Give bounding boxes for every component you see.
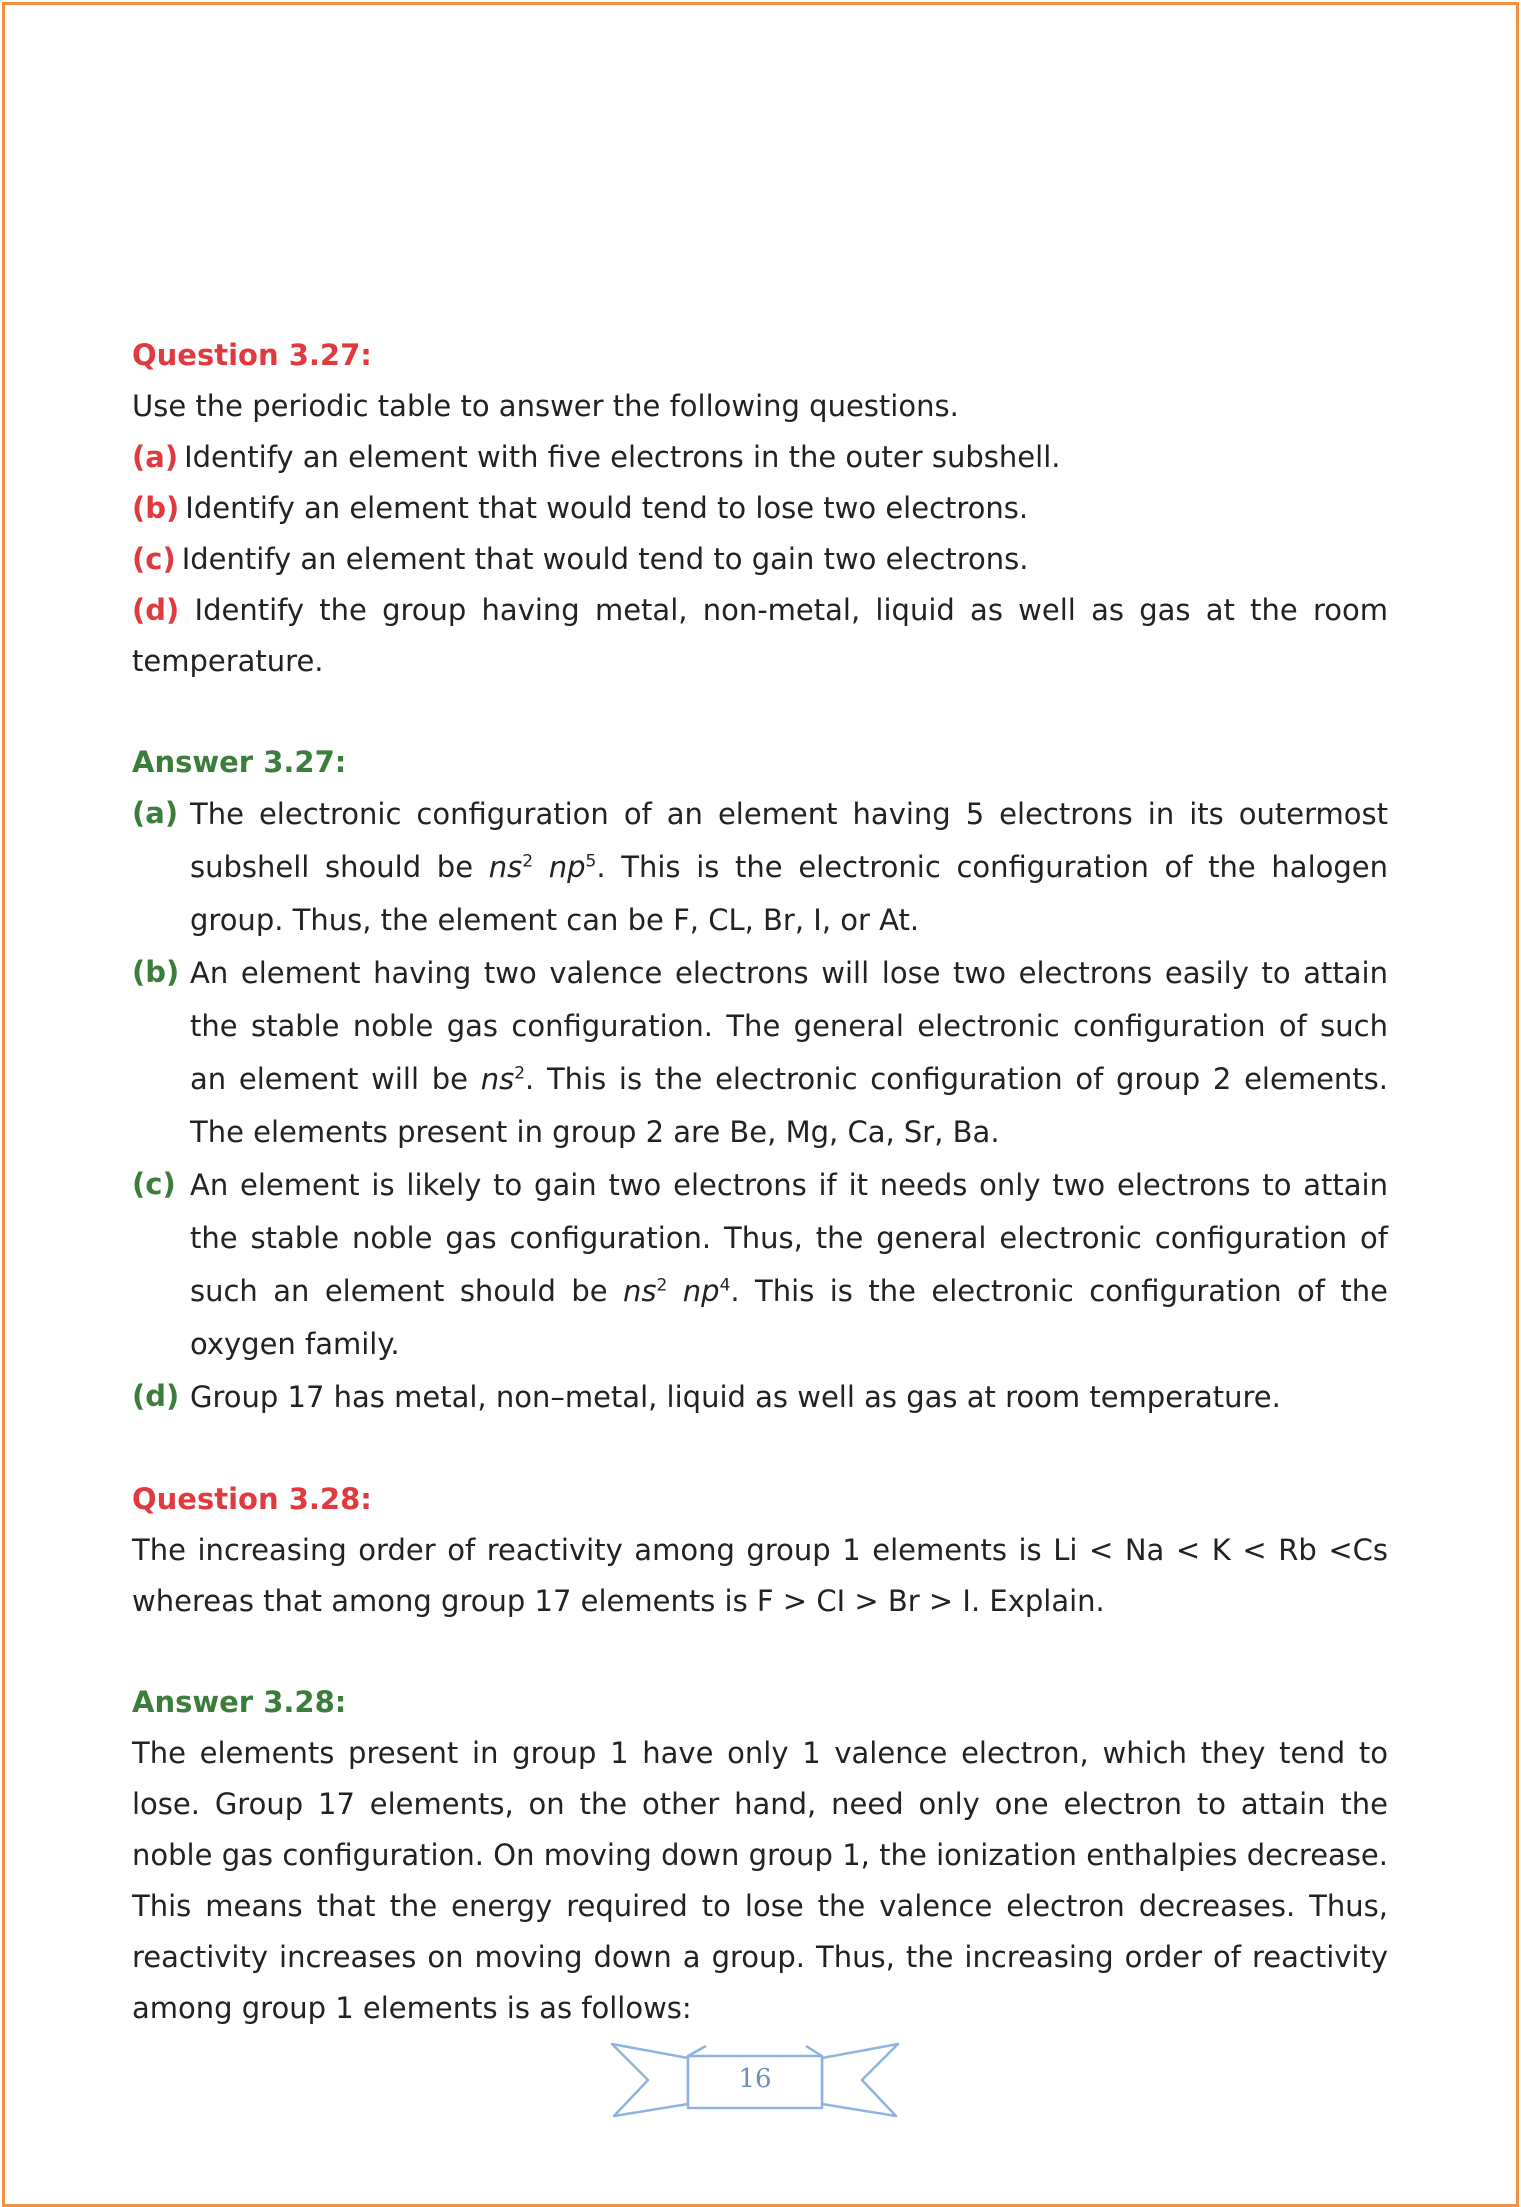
answer-item-a bbox=[132, 788, 1388, 947]
question-3-28-heading: Question 3.28: bbox=[132, 1482, 372, 1516]
answer-item-text: An element is likely to gain two electrons if it needs only two electrons to attain the stable noble gas configuration. Thus, the general electronic configuration of such an element should be $ns^2$ $np^4$. This is the electronic configuration of the oxygen family. bbox=[190, 1168, 1389, 1361]
page-number-ribbon bbox=[610, 2040, 900, 2120]
answer-item-label: (b) bbox=[132, 955, 180, 989]
page-number: 16 bbox=[738, 2064, 772, 2094]
page-content bbox=[132, 330, 1388, 2034]
question-item-b bbox=[132, 483, 1388, 534]
question-item-label: (c) bbox=[132, 542, 176, 576]
question-item-label: (a) bbox=[132, 440, 179, 474]
question-item-c bbox=[132, 534, 1388, 585]
question-item-d bbox=[132, 585, 1388, 687]
question-item-a bbox=[132, 432, 1388, 483]
answer-item-label: (c) bbox=[132, 1167, 176, 1201]
answer-item-label: (a) bbox=[132, 796, 179, 830]
answer-item-c bbox=[132, 1159, 1388, 1371]
answer-item-text: An element having two valence electrons will lose two electrons easily to attain the stable noble gas configuration. The general electronic configuration of such an element will be $ns^2$. This is the electronic configuration of group 2 elements. The elements present in group 2 are Be, Mg, Ca, Sr, Ba. bbox=[190, 956, 1388, 1149]
answer-3-28-text: The elements present in group 1 have only 1 valence electron, which they tend to lose. Group 17 elements, on the other hand, need only one electron to attain the noble gas configuration. On moving down group 1, the ionization enthalpies decrease. This means that the energy required to lose the valence electron decreases. Thus, reactivity increases on moving down a group. Thus, the increasing order of reactivity among group 1 elements is as follows: bbox=[132, 1736, 1388, 2025]
answer-item-b bbox=[132, 947, 1388, 1159]
question-3-28-text: The increasing order of reactivity among group 1 elements is Li < Na < K < Rb <Cs whereas that among group 17 elements is F > CI > Br > I. Explain. bbox=[132, 1533, 1388, 1618]
answer-3-28-heading: Answer 3.28: bbox=[132, 1685, 347, 1719]
answer-item-text: Group 17 has metal, non–metal, liquid as well as gas at room temperature. bbox=[190, 1380, 1281, 1414]
answer-item-d bbox=[132, 1371, 1388, 1424]
question-3-27-intro: Use the periodic table to answer the following questions. bbox=[132, 389, 959, 423]
question-item-text: Identify an element that would tend to gain two electrons. bbox=[181, 542, 1029, 576]
question-item-label: (d) bbox=[132, 593, 180, 627]
answer-item-label: (d) bbox=[132, 1379, 180, 1413]
question-item-text: Identify an element with five electrons in the outer subshell. bbox=[184, 440, 1061, 474]
question-item-label: (b) bbox=[132, 491, 180, 525]
answer-3-27-heading: Answer 3.27: bbox=[132, 745, 347, 779]
answer-item-text: The electronic configuration of an element having 5 electrons in its outermost subshell should be $ns^2$ $np^5$. This is the electronic configuration of the halogen group. Thus, the element can be F, CL, Br, I, or At. bbox=[190, 797, 1388, 937]
question-3-27-heading: Question 3.27: bbox=[132, 338, 372, 372]
question-item-text: Identify the group having metal, non-metal, liquid as well as gas at the room temperature. bbox=[132, 593, 1388, 678]
question-item-text: Identify an element that would tend to lose two electrons. bbox=[185, 491, 1029, 525]
